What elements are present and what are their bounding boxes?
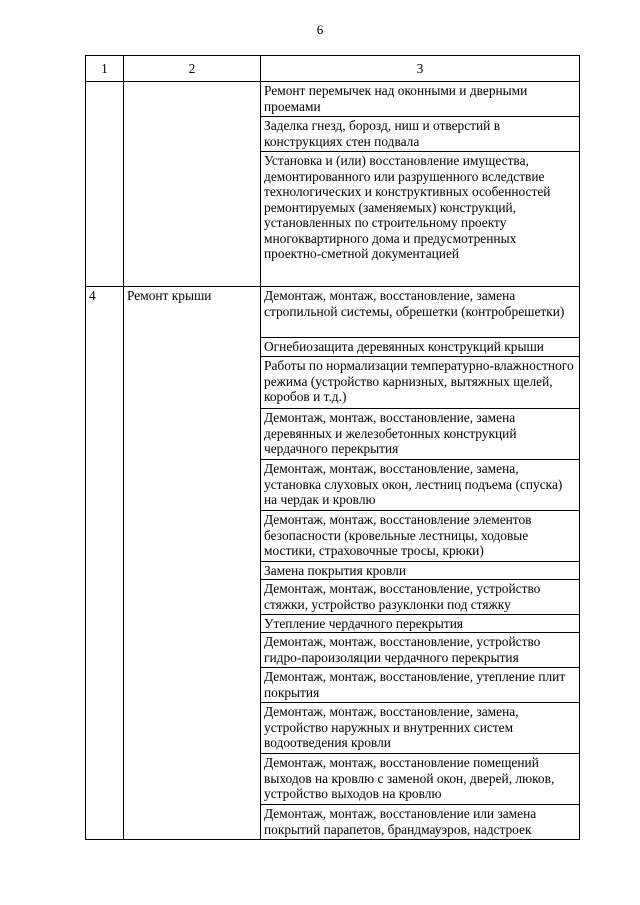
table-row [86,82,580,117]
page-number: 6 [316,22,324,37]
header-col-3: 3 [261,56,580,82]
work-item: Демонтаж, монтаж, восстановление, замена, устройство наружных и внутренних систем водоотведения кровли [261,703,580,754]
work-item: Демонтаж, монтаж, восстановление, утепление плит покрытия [261,668,580,703]
work-item: Демонтаж, монтаж, восстановление или замена покрытий парапетов, брандмауэров, надстроек [261,805,580,840]
work-item: Утепление чердачного перекрытия [261,615,580,633]
work-item: Демонтаж, монтаж, восстановление, устройство гидро-пароизоляции чердачного перекрытия [261,633,580,668]
table-header [86,56,580,82]
works-table [85,55,580,840]
header-row [86,56,580,82]
work-item: Замена покрытия кровли [261,562,580,580]
section-number: 4 [86,287,124,840]
header-col-1: 1 [86,56,124,82]
work-item: Демонтаж, монтаж, восстановление помещений выходов на кровлю с заменой окон, дверей, люков, устройство выходов на кровлю [261,754,580,805]
work-item: Демонтаж, монтаж, восстановление элементов безопасности (кровельные лестницы, ходовые мостики, страховочные тросы, крюки) [261,511,580,562]
work-item: Демонтаж, монтаж, восстановление, замена деревянных и железобетонных конструкций чердачного перекрытия [261,409,580,460]
work-item: Заделка гнезд, борозд, ниш и отверстий в конструкциях стен подвала [261,117,580,152]
table-body [86,82,580,840]
continued-section-cell [124,82,261,287]
continued-number-cell [86,82,124,287]
work-item: Установка и (или) восстановление имущества, демонтированного или разрушенного вследствие технологических и конструктивных особенностей ремонтируемых (заменяемых) конструкций, установленных по строительному проекту многоквартирного дома и предусмотренных проектно-сметной документацией [261,152,580,287]
header-col-2: 2 [124,56,261,82]
work-item: Демонтаж, монтаж, восстановление, устройство стяжки, устройство разуклонки под стяжку [261,580,580,615]
table-row [86,287,580,338]
work-item: Огнебиозащита деревянных конструкций крыши [261,338,580,357]
section-name: Ремонт крыши [124,287,261,840]
work-item: Демонтаж, монтаж, восстановление, замена, установка слуховых окон, лестниц подъема (спуска) на чердак и кровлю [261,460,580,511]
work-item: Демонтаж, монтаж, восстановление, замена стропильной системы, обрешетки (контробрешетки) [261,287,580,338]
work-item: Работы по нормализации температурно-влажностного режима (устройство карнизных, вытяжных щелей, коробов и т.д.) [261,357,580,409]
work-item: Ремонт перемычек над оконными и дверными проемами [261,82,580,117]
